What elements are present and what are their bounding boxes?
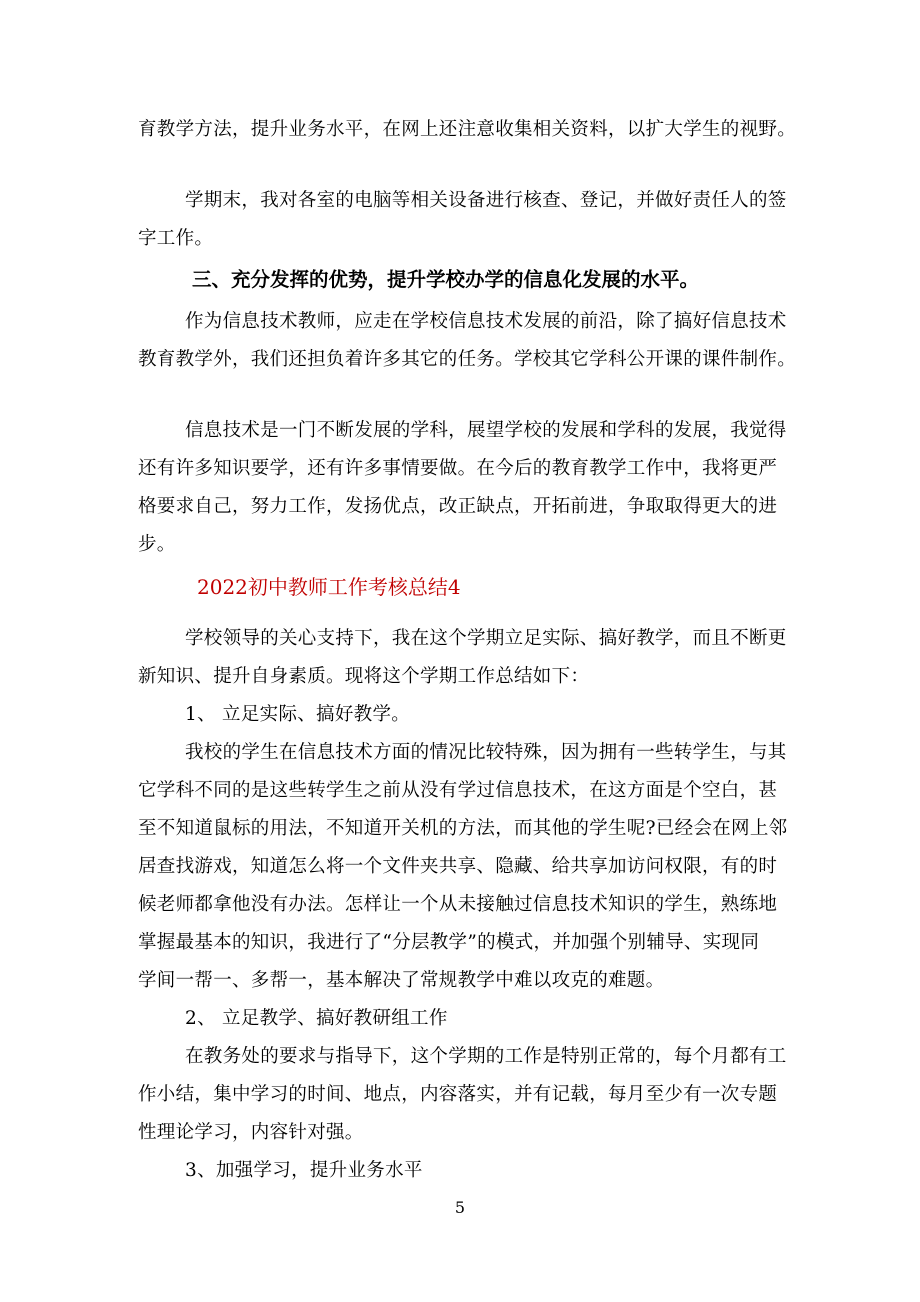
body-text-line: 它学科不同的是这些转学生之前从没有学过信息技术，在这方面是个空白，甚 (138, 780, 778, 801)
body-text-line: 教育教学外，我们还担负着许多其它的任务。学校其它学科公开课的课件制作。 (138, 349, 797, 370)
body-text-line: 还有许多知识要学，还有许多事情要做。在今后的教育教学工作中，我将更严 (138, 458, 778, 479)
list-item: 1、 立足实际、搞好教学。 (185, 704, 411, 725)
body-text-line: 学间一帮一、多帮一，基本解决了常规教学中难以攻克的难题。 (138, 970, 665, 991)
body-text-line: 步。 (138, 534, 176, 555)
body-text-line: 我校的学生在信息技术方面的情况比较特殊，因为拥有一些转学生，与其 (185, 742, 787, 763)
body-text-line: 作小结，集中学习的时间、地点，内容落实，并有记载，每月至少有一次专题 (138, 1084, 778, 1105)
body-text-line: 居查找游戏，知道怎么将一个文件夹共享、隐藏、给共享加访问权限，有的时 (138, 856, 778, 877)
page-number: 5 (454, 1198, 466, 1217)
body-text-line: 学校领导的关心支持下，我在这个学期立足实际、搞好教学，而且不断更 (185, 628, 787, 649)
body-text-line: 在教务处的要求与指导下，这个学期的工作是特别正常的，每个月都有工 (185, 1046, 787, 1067)
body-text-line: 候老师都拿他没有办法。怎样让一个从未接触过信息技术知识的学生，熟练地 (138, 894, 778, 915)
body-text-line: 信息技术是一门不断发展的学科，展望学校的发展和学科的发展，我觉得 (185, 420, 787, 441)
body-text-line: 育教学方法，提升业务水平，在网上还注意收集相关资料，以扩大学生的视野。 (138, 119, 797, 140)
section-title: 2022初中教师工作考核总结4 (197, 575, 461, 599)
body-text-line: 格要求自己，努力工作，发扬优点，改正缺点，开拓前进，争取取得更大的进 (138, 496, 778, 517)
body-text-line: 作为信息技术教师，应走在学校信息技术发展的前沿，除了搞好信息技术 (185, 311, 787, 332)
section-heading: 三、充分发挥的优势，提升学校办学的信息化发展的水平。 (192, 268, 700, 291)
body-text-line: 字工作。 (138, 228, 214, 249)
list-item: 3、加强学习，提升业务水平 (185, 1160, 423, 1181)
list-item: 2、 立足教学、搞好教研组工作 (185, 1008, 448, 1029)
body-text-line: 新知识、提升自身素质。现将这个学期工作总结如下： (138, 666, 590, 687)
body-text-line: 性理论学习，内容针对强。 (138, 1122, 364, 1143)
body-text-line: 学期末，我对各室的电脑等相关设备进行核查、登记，并做好责任人的签 (185, 190, 787, 211)
body-text-line: 掌握最基本的知识，我进行了“分层教学”的模式，并加强个别辅导、实现同 (138, 932, 760, 953)
body-text-line: 至不知道鼠标的用法，不知道开关机的方法，而其他的学生呢?已经会在网上邻 (138, 818, 788, 839)
